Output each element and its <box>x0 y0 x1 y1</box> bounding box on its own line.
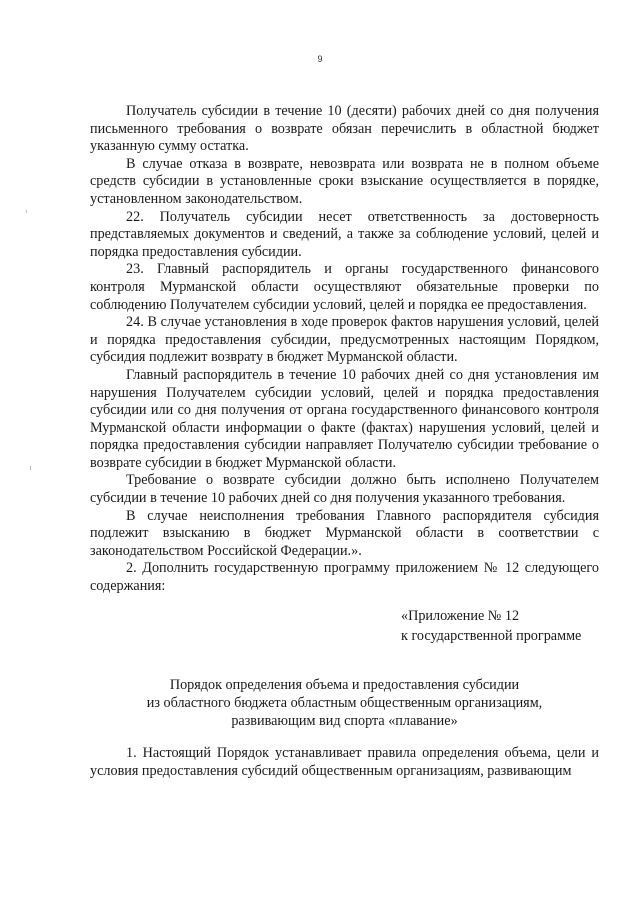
paragraph: 22. Получатель субсидии несет ответственность за достоверность представляемых документов и сведений, а также за соблюдение условий, целей и порядка предоставления субсидии. <box>90 208 599 260</box>
paragraph: 24. В случае установления в ходе проверок фактов нарушения условий, целей и порядка предоставления субсидии, предусмотренных настоящим Порядком, субсидия подлежит возврату в бюджет Мурманской области. <box>90 314 599 366</box>
appendix-reference <box>401 606 621 646</box>
body-text <box>90 103 599 596</box>
appendix-number-line: «Приложение № 12 <box>401 608 520 624</box>
paragraph: Главный распорядитель в течение 10 рабочих дней со дня установления им нарушения Получателем субсидии условий, целей и порядка предоставления субсидии или со дня получения от органа государственного финансового контроля Мурманской области информации о факте (фактах) нарушения условий, целей и порядка предоставления субсидии направляет Получателю субсидии требование о возврате субсидии в бюджет Мурманской области. <box>90 366 599 471</box>
paragraph: В случае отказа в возврате, невозврата или возврата не в полном объеме средств субсидии в установленные сроки взыскание осуществляется в порядке, установленном законодательством. <box>90 155 599 207</box>
appendix-program-line: к государственной программе <box>401 628 582 644</box>
title-line: из областного бюджета областным общественным организациям, <box>146 695 543 711</box>
paragraph: В случае неисполнения требования Главного распорядителя субсидия подлежит взысканию в бюджет Мурманской области в соответствии с законодательством Российской Федерации.». <box>90 507 599 559</box>
paragraph: 2. Дополнить государственную программу приложением № 12 следующего содержания: <box>90 560 599 595</box>
paragraph: 23. Главный распорядитель и органы государственного финансового контроля Мурманской области осуществляют обязательные проверки по соблюдению Получателем субсидии условий, целей и порядка ее предоставления. <box>90 261 599 313</box>
document-title <box>90 676 599 730</box>
paragraph: Требование о возврате субсидии должно быть исполнено Получателем субсидии в течение 10 рабочих дней со дня получения указанного требования. <box>90 472 599 507</box>
page-number: 9 <box>317 54 323 64</box>
title-line: Порядок определения объема и предоставления субсидии <box>169 677 520 693</box>
scan-margin-mark <box>30 466 31 470</box>
scan-margin-mark <box>26 210 27 213</box>
closing-text <box>90 744 599 780</box>
title-line: развивающим вид спорта «плавание» <box>231 713 458 729</box>
paragraph: 1. Настоящий Порядок устанавливает правила определения объема, цели и условия предоставления субсидий общественным организациям, развивающим <box>90 745 599 779</box>
paragraph: Получатель субсидии в течение 10 (десяти) рабочих дней со дня получения письменного требования о возврате обязан перечислить в областной бюджет указанную сумму остатка. <box>90 103 599 155</box>
